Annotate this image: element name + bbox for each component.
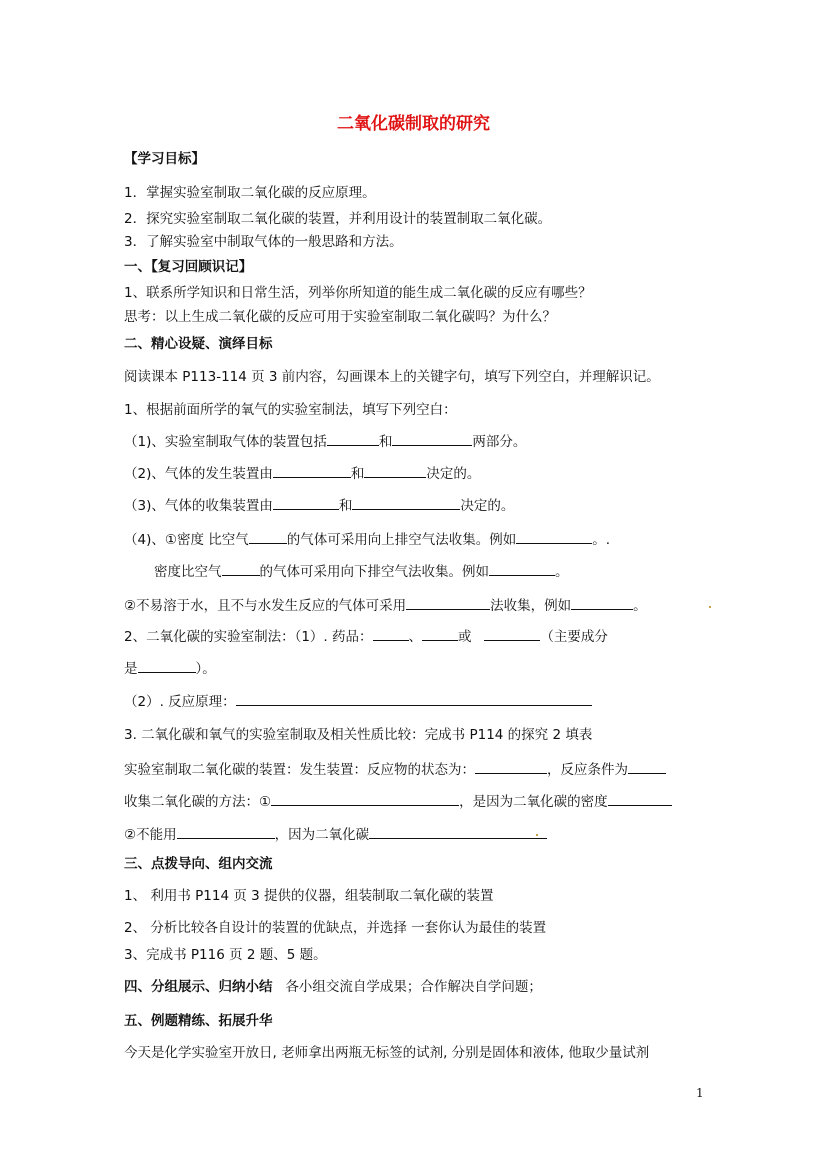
page-number: 1	[696, 1086, 704, 1100]
page-title: 二氧化碳制取的研究	[337, 114, 490, 134]
goal-item: 2．探究实验室制取二氧化碳的装置，并利用设计的装置制取二氧化碳。	[124, 211, 552, 227]
answer-blank[interactable]	[138, 659, 196, 673]
fill-item-3: （3)、气体的收集装置由 和 决定的。	[124, 498, 515, 514]
question-2-cont: 是 ）。	[124, 661, 216, 677]
answer-blank[interactable]	[236, 692, 592, 706]
question-1: 1、根据前面所学的氧气的实验室制法，填写下列空白：	[124, 402, 457, 418]
answer-blank[interactable]	[392, 432, 472, 446]
fill-item-5: ②不易溶于水，且不与水发生反应的气体可采用 法收集，例如 。	[124, 598, 647, 614]
list-item: 3、完成书 P116 页 2 题、5 题。	[124, 947, 327, 963]
reaction-principle: （2）. 反应原理：	[124, 692, 592, 711]
list-item: 1、 利用书 P114 页 3 提供的仪器，组装制取二氧化碳的装置	[124, 888, 494, 904]
answer-blank[interactable]	[489, 562, 555, 576]
answer-blank[interactable]	[249, 530, 287, 544]
question-2: 2、二氧化碳的实验室制法：（1）. 药品： 、 或 （主要成分	[124, 629, 608, 645]
answer-blank[interactable]	[373, 627, 409, 641]
section-4-heading: 四、分组展示、归纳小结	[124, 979, 273, 995]
answer-blank[interactable]	[273, 464, 351, 478]
section-4	[124, 978, 542, 996]
collection-line: 收集二氧化碳的方法：① ，是因为二氧化碳的密度	[124, 792, 672, 811]
goal-item: 3．了解实验室中制取气体的一般思路和方法。	[124, 234, 403, 250]
question-3: 3. 二氧化碳和氧气的实验室制取及相关性质比较：完成书 P114 的探究 2 填表	[124, 727, 593, 743]
answer-blank[interactable]	[406, 596, 490, 610]
review-thinking: 思考：以上生成二氧化碳的反应可用于实验室制取二氧化碳吗？为什么？	[124, 309, 556, 325]
stray-mark	[536, 834, 538, 836]
section-5-heading: 五、例题精练、拓展升华	[124, 1013, 273, 1029]
section-2-heading: 二、精心设疑、演绎目标	[124, 336, 273, 352]
answer-blank[interactable]	[369, 825, 547, 839]
fill-item-4: （4)、①密度 比空气 的气体可采用向上排空气法收集。例如 。.	[124, 532, 611, 548]
review-question: 1、联系所学知识和日常生活，列举你所知道的能生成二氧化碳的反应有哪些？	[124, 285, 592, 301]
fill-item-1: （1)、实验室制取气体的装置包括 和 两部分。	[124, 434, 527, 450]
answer-blank[interactable]	[222, 562, 260, 576]
list-item: 2、 分析比较各自设计的装置的优缺点，并选择 一套你认为最佳的装置	[124, 920, 547, 936]
answer-blank[interactable]	[571, 596, 633, 610]
section-1-heading: 一、【复习回顾识记】	[124, 259, 253, 275]
goal-item: 1．掌握实验室制取二氧化碳的反应原理。	[124, 185, 376, 201]
reading-instruction: 阅读课本 P113-114 页 3 前内容，勾画课本上的关键字句，填写下列空白，并理解识记。	[124, 369, 660, 385]
answer-blank[interactable]	[608, 792, 672, 806]
section-3-heading: 三、点拨导向、组内交流	[124, 856, 273, 872]
answer-blank[interactable]	[271, 792, 459, 806]
answer-blank[interactable]	[475, 760, 547, 774]
answer-blank[interactable]	[364, 464, 426, 478]
cannot-use-line: ②不能用 ，因为二氧化碳	[124, 825, 547, 844]
fill-item-4b: 密度比空气 的气体可采用向下排空气法收集。例如 。	[154, 564, 569, 580]
answer-blank[interactable]	[327, 432, 379, 446]
answer-blank[interactable]	[177, 825, 275, 839]
fill-item-2: （2)、气体的发生装置由 和 决定的。	[124, 466, 481, 482]
stray-mark	[709, 606, 711, 608]
section-4-text: 各小组交流自学成果；合作解决自学问题；	[285, 979, 542, 995]
answer-blank[interactable]	[352, 496, 460, 510]
example-text: 今天是化学实验室开放日, 老师拿出两瓶无标签的试剂, 分别是固体和液体, 他取少量试剂	[124, 1045, 650, 1061]
answer-blank[interactable]	[628, 760, 666, 774]
device-line: 实验室制取二氧化碳的装置：发生装置：反应物的状态为： ，反应条件为	[124, 760, 666, 779]
goals-heading: 【学习目标】	[124, 151, 205, 167]
answer-blank[interactable]	[516, 530, 592, 544]
answer-blank[interactable]	[484, 627, 540, 641]
answer-blank[interactable]	[273, 496, 339, 510]
answer-blank[interactable]	[422, 627, 458, 641]
